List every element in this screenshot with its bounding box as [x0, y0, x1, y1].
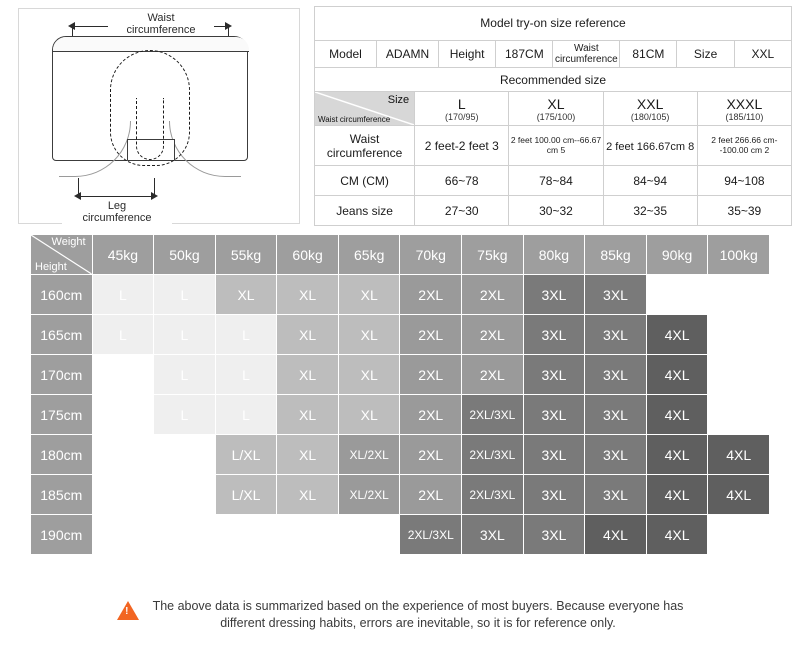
row-label-cm: CM (CM) — [315, 166, 415, 196]
matrix-cell-5-10: 4XL — [708, 475, 770, 515]
matrix-row — [31, 275, 770, 315]
matrix-cell-6-7: 3XL — [523, 515, 585, 555]
matrix-weight-label: Weight — [51, 236, 86, 248]
corner-waist-label: Waist circumference — [318, 115, 391, 124]
underwear-illustration — [52, 36, 248, 176]
matrix-cell-6-3 — [277, 515, 339, 555]
matrix-row — [31, 355, 770, 395]
matrix-height-header-5: 185cm — [31, 475, 93, 515]
matrix-cell-3-0 — [92, 395, 154, 435]
top-section — [0, 0, 800, 232]
disclaimer — [0, 592, 800, 664]
rec-range-1: (175/100) — [536, 111, 576, 122]
matrix-cell-5-4: XL/2XL — [338, 475, 400, 515]
matrix-row — [31, 515, 770, 555]
waist-val-1: 2 feet 100.00 cm--66.67 cm 5 — [510, 135, 602, 155]
waist-val-2: 2 feet 166.67cm 8 — [606, 140, 695, 153]
corner-size-label: Size — [387, 94, 410, 106]
matrix-cell-0-2: XL — [215, 275, 277, 315]
rec-size-3: XXXL — [726, 95, 763, 112]
leg-label-line2: circumference — [82, 212, 152, 224]
cm-value-XXL: 84~94 — [603, 166, 697, 196]
matrix-cell-1-6: 2XL — [462, 315, 524, 355]
rec-size-1: XL — [547, 95, 565, 112]
matrix-cell-3-7: 3XL — [523, 395, 585, 435]
matrix-cell-1-2: L — [215, 315, 277, 355]
matrix-corner-cell — [31, 235, 93, 275]
matrix-cell-3-1: L — [154, 395, 216, 435]
matrix-cell-4-0 — [92, 435, 154, 475]
rec-col-header-1 — [509, 92, 603, 126]
matrix-weight-header-3: 60kg — [277, 235, 339, 275]
size-value: XXL — [734, 41, 791, 68]
waist-label-line1: Waist — [147, 12, 175, 24]
matrix-weight-header-10: 100kg — [708, 235, 770, 275]
matrix-cell-2-8: 3XL — [585, 355, 647, 395]
matrix-cell-4-3: XL — [277, 435, 339, 475]
waist-val-3: 2 feet 266.66 cm--100.00 cm 2 — [711, 135, 778, 155]
matrix-cell-4-10: 4XL — [708, 435, 770, 475]
jeans-value-L: 27~30 — [415, 196, 509, 226]
model-size-tables — [314, 0, 800, 232]
matrix-cell-2-9: 4XL — [646, 355, 708, 395]
matrix-weight-header-7: 80kg — [523, 235, 585, 275]
size-label: Size — [677, 41, 734, 68]
size-waist-corner-cell — [315, 92, 415, 126]
matrix-cell-3-9: 4XL — [646, 395, 708, 435]
matrix-height-label: Height — [35, 261, 67, 273]
matrix-cell-2-1: L — [154, 355, 216, 395]
waist-label-line2: circumference — [126, 24, 196, 36]
row-label-waist: Waist circumference — [315, 126, 415, 166]
matrix-weight-header-1: 50kg — [154, 235, 216, 275]
jeans-value-XL: 30~32 — [509, 196, 603, 226]
matrix-table — [30, 234, 770, 555]
matrix-cell-0-3: XL — [277, 275, 339, 315]
matrix-cell-2-2: L — [215, 355, 277, 395]
matrix-cell-2-4: XL — [338, 355, 400, 395]
cm-value-XXXL: 94~108 — [697, 166, 791, 196]
matrix-cell-0-9 — [646, 275, 708, 315]
recommended-size-title: Recommended size — [315, 68, 792, 92]
matrix-cell-6-9: 4XL — [646, 515, 708, 555]
model-value: ADAMN — [377, 41, 439, 68]
rec-size-0: L — [457, 95, 466, 112]
matrix-cell-5-5: 2XL — [400, 475, 462, 515]
matrix-height-header-1: 165cm — [31, 315, 93, 355]
matrix-cell-1-4: XL — [338, 315, 400, 355]
matrix-weight-header-4: 65kg — [338, 235, 400, 275]
waist-val-0: 2 feet-2 feet 3 — [424, 138, 499, 153]
disclaimer-text — [153, 598, 684, 632]
matrix-cell-4-4: XL/2XL — [338, 435, 400, 475]
matrix-cell-1-5: 2XL — [400, 315, 462, 355]
waist-circ-value: 81CM — [620, 41, 677, 68]
matrix-weight-header-2: 55kg — [215, 235, 277, 275]
matrix-cell-5-3: XL — [277, 475, 339, 515]
matrix-cell-6-1 — [154, 515, 216, 555]
model-reference-table — [314, 6, 792, 92]
matrix-cell-6-4 — [338, 515, 400, 555]
matrix-cell-3-8: 3XL — [585, 395, 647, 435]
waist-value-XXXL — [697, 126, 791, 166]
waist-value-XXL — [603, 126, 697, 166]
matrix-cell-1-8: 3XL — [585, 315, 647, 355]
matrix-weight-header-0: 45kg — [92, 235, 154, 275]
matrix-row — [31, 395, 770, 435]
row-label-jeans: Jeans size — [315, 196, 415, 226]
matrix-cell-6-6: 3XL — [462, 515, 524, 555]
matrix-cell-6-5: 2XL/3XL — [400, 515, 462, 555]
matrix-cell-3-5: 2XL — [400, 395, 462, 435]
matrix-cell-2-10 — [708, 355, 770, 395]
height-weight-size-matrix — [30, 234, 770, 582]
garment-diagram — [0, 0, 314, 232]
rec-col-header-2 — [603, 92, 697, 126]
matrix-cell-0-4: XL — [338, 275, 400, 315]
waist-value-XL — [509, 126, 603, 166]
matrix-cell-5-9: 4XL — [646, 475, 708, 515]
matrix-cell-2-5: 2XL — [400, 355, 462, 395]
rec-size-2: XXL — [636, 95, 664, 112]
recommended-size-table — [314, 91, 792, 226]
matrix-weight-header-8: 85kg — [585, 235, 647, 275]
matrix-cell-4-6: 2XL/3XL — [462, 435, 524, 475]
waist-value-L — [415, 126, 509, 166]
matrix-cell-4-7: 3XL — [523, 435, 585, 475]
matrix-cell-4-9: 4XL — [646, 435, 708, 475]
warning-icon — [117, 601, 139, 620]
disclaimer-line2: different dressing habits, errors are inevitable, so it is for reference only. — [220, 616, 616, 630]
matrix-cell-5-1 — [154, 475, 216, 515]
matrix-cell-0-0: L — [92, 275, 154, 315]
matrix-cell-2-7: 3XL — [523, 355, 585, 395]
matrix-cell-1-7: 3XL — [523, 315, 585, 355]
rec-col-header-3 — [697, 92, 791, 126]
matrix-cell-1-0: L — [92, 315, 154, 355]
leg-dimension-line — [78, 196, 154, 197]
jeans-value-XXXL: 35~39 — [697, 196, 791, 226]
height-label: Height — [439, 41, 496, 68]
rec-range-2: (180/105) — [630, 111, 670, 122]
matrix-weight-header-9: 90kg — [646, 235, 708, 275]
matrix-cell-2-6: 2XL — [462, 355, 524, 395]
matrix-cell-4-8: 3XL — [585, 435, 647, 475]
cm-value-L: 66~78 — [415, 166, 509, 196]
matrix-cell-0-5: 2XL — [400, 275, 462, 315]
matrix-cell-1-1: L — [154, 315, 216, 355]
matrix-cell-5-6: 2XL/3XL — [462, 475, 524, 515]
matrix-row — [31, 315, 770, 355]
matrix-cell-3-10 — [708, 395, 770, 435]
waist-label — [108, 12, 214, 36]
matrix-cell-0-6: 2XL — [462, 275, 524, 315]
matrix-cell-6-0 — [92, 515, 154, 555]
matrix-height-header-4: 180cm — [31, 435, 93, 475]
leg-tick-left — [78, 178, 79, 196]
matrix-cell-0-10 — [708, 275, 770, 315]
matrix-cell-4-5: 2XL — [400, 435, 462, 475]
matrix-cell-3-2: L — [215, 395, 277, 435]
rec-range-3: (185/110) — [725, 111, 764, 122]
matrix-cell-2-3: XL — [277, 355, 339, 395]
disclaimer-line1: The above data is summarized based on the experience of most buyers. Because everyone has — [152, 599, 684, 613]
height-value: 187CM — [496, 41, 553, 68]
matrix-cell-5-7: 3XL — [523, 475, 585, 515]
matrix-height-header-3: 175cm — [31, 395, 93, 435]
matrix-cell-6-2 — [215, 515, 277, 555]
matrix-cell-3-3: XL — [277, 395, 339, 435]
matrix-cell-2-0 — [92, 355, 154, 395]
matrix-cell-4-1 — [154, 435, 216, 475]
matrix-cell-5-8: 3XL — [585, 475, 647, 515]
matrix-cell-3-4: XL — [338, 395, 400, 435]
matrix-cell-6-8: 4XL — [585, 515, 647, 555]
model-label: Model — [315, 41, 377, 68]
matrix-cell-6-10 — [708, 515, 770, 555]
matrix-cell-1-10 — [708, 315, 770, 355]
model-table-title: Model try-on size reference — [315, 7, 792, 41]
matrix-height-header-2: 170cm — [31, 355, 93, 395]
matrix-cell-0-8: 3XL — [585, 275, 647, 315]
matrix-cell-4-2: L/XL — [215, 435, 277, 475]
matrix-cell-5-2: L/XL — [215, 475, 277, 515]
matrix-cell-0-1: L — [154, 275, 216, 315]
matrix-row — [31, 435, 770, 475]
pouch-inner-dashed-outline — [136, 98, 164, 160]
rec-col-header-0 — [415, 92, 509, 126]
leg-label — [62, 200, 172, 224]
matrix-cell-5-0 — [92, 475, 154, 515]
leg-label-line1: Leg — [107, 200, 127, 212]
matrix-header-row — [31, 235, 770, 275]
leg-tick-right — [154, 178, 155, 196]
jeans-value-XXL: 32~35 — [603, 196, 697, 226]
matrix-height-header-6: 190cm — [31, 515, 93, 555]
matrix-cell-1-9: 4XL — [646, 315, 708, 355]
waist-circ-label: Waist circumference — [553, 41, 620, 68]
matrix-cell-1-3: XL — [277, 315, 339, 355]
matrix-weight-header-5: 70kg — [400, 235, 462, 275]
matrix-row — [31, 475, 770, 515]
matrix-cell-0-7: 3XL — [523, 275, 585, 315]
rec-range-0: (170/95) — [444, 111, 479, 122]
matrix-weight-header-6: 75kg — [462, 235, 524, 275]
matrix-cell-3-6: 2XL/3XL — [462, 395, 524, 435]
matrix-height-header-0: 160cm — [31, 275, 93, 315]
cm-value-XL: 78~84 — [509, 166, 603, 196]
